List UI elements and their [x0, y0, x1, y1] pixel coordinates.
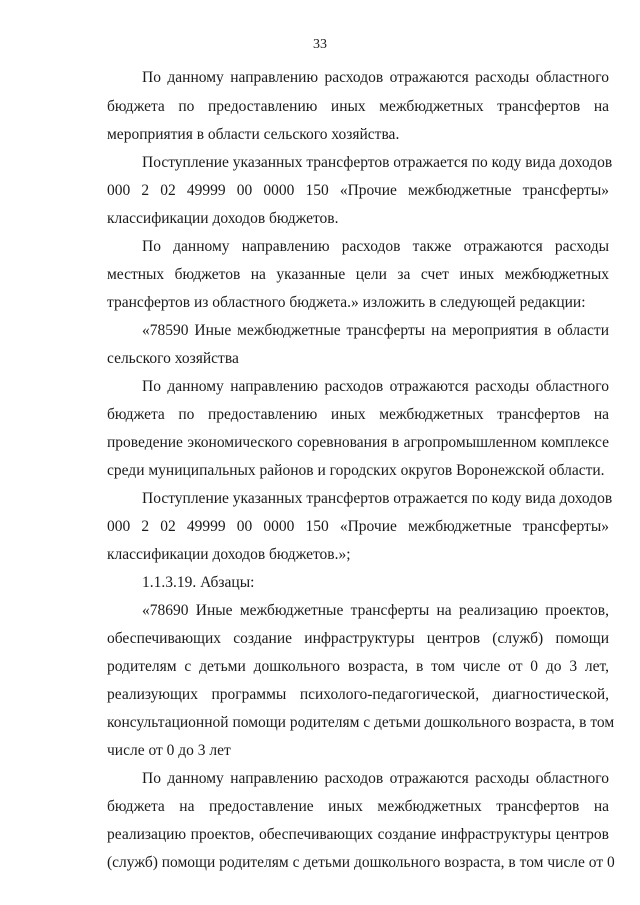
text-line: числе от 0 до 3 лет	[107, 742, 231, 759]
text-line: мероприятия в области сельского хозяйства.	[107, 126, 400, 143]
text-line: Поступление указанных трансфертов отражается по коду вида доходов	[142, 490, 613, 507]
text-line: По данному направлению расходов отражаются расходы областного	[142, 770, 609, 787]
text-line: сельского хозяйства	[107, 350, 239, 367]
text-line: местных бюджетов на указанные цели за счет иных межбюджетных	[107, 266, 609, 283]
text-line: 1.1.3.19. Абзацы:	[142, 574, 255, 591]
text-line: бюджета по предоставлению иных межбюджетных трансфертов на	[107, 406, 609, 423]
text-line: «78690 Иные межбюджетные трансферты на реализацию проектов,	[142, 602, 609, 619]
text-line: По данному направлению расходов также отражаются расходы	[142, 238, 609, 255]
text-line: По данному направлению расходов отражаются расходы областного	[142, 378, 609, 395]
text-line: реализующих программы психолого-педагогической, диагностической,	[107, 686, 609, 703]
text-line: 000 2 02 49999 00 0000 150 «Прочие межбюджетные трансферты»	[107, 518, 609, 535]
text-line: классификации доходов бюджетов.	[107, 210, 339, 227]
text-line: По данному направлению расходов отражаются расходы областного	[142, 69, 609, 86]
text-line: бюджета на предоставление иных межбюджетных трансфертов на	[107, 798, 609, 815]
text-line: среди муниципальных районов и городских округов Воронежской области.	[107, 462, 605, 479]
text-line: проведение экономического соревнования в агропромышленном комплексе	[107, 434, 609, 451]
text-line: (служб) помощи родителям с детьми дошкольного возраста, в том числе от 0	[107, 854, 615, 871]
text-line: трансфертов из областного бюджета.» изложить в следующей редакции:	[107, 294, 586, 311]
text-line: обеспечивающих создание инфраструктуры центров (служб) помощи	[107, 630, 609, 647]
text-line: классификации доходов бюджетов.»;	[107, 546, 351, 563]
page-number: 33	[313, 37, 327, 52]
text-line: реализацию проектов, обеспечивающих создание инфраструктуры центров	[107, 826, 609, 843]
text-line: родителям с детьми дошкольного возраста, в том числе от 0 до 3 лет,	[107, 658, 609, 675]
text-line: «78590 Иные межбюджетные трансферты на мероприятия в области	[142, 322, 609, 339]
text-line: бюджета по предоставлению иных межбюджетных трансфертов на	[107, 98, 609, 115]
text-line: 000 2 02 49999 00 0000 150 «Прочие межбюджетные трансферты»	[107, 182, 609, 199]
text-line: консультационной помощи родителям с детьми дошкольного возраста, в том	[107, 714, 615, 731]
text-line: Поступление указанных трансфертов отражается по коду вида доходов	[142, 154, 613, 171]
